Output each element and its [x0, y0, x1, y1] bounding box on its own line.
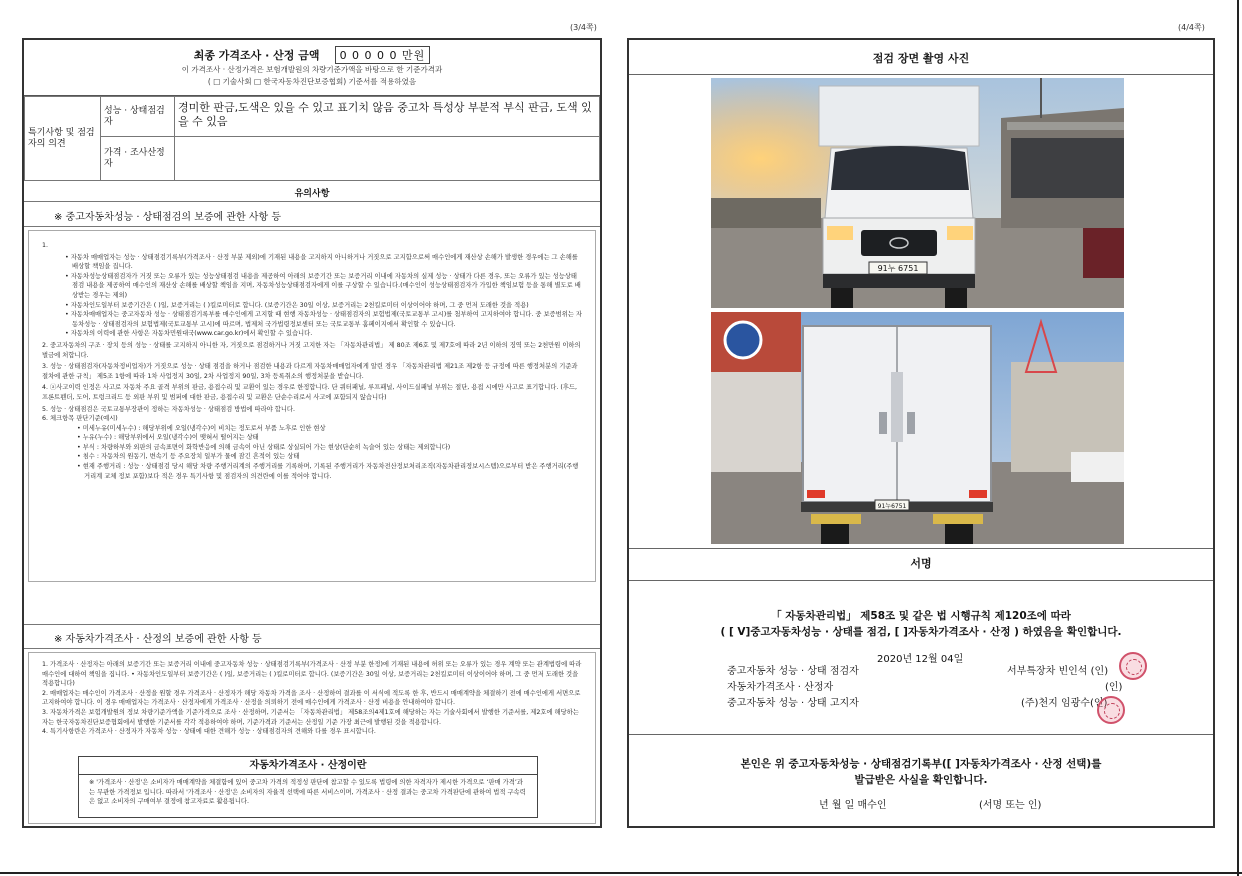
- front-license-plate: 91누 6751: [877, 264, 919, 273]
- signature-title: 서명: [910, 557, 932, 570]
- list-item: 3. 성능 · 상태점검자(자동차정비업자)가 거짓으로 성능 · 상태 점검을 하거나 점검한 내용과 다르게 자동차매매업자에게 알린 경우 「자동차관리법 제21조 제2항 등 규정에 따른 행정처분의 기준과 절차에 관한 규칙」 제5조 1항에 따라 1차 사업정지 30일, 2차 사업정지 90일, 3차 등록취소의 행정처분을 받습니다.: [42, 363, 578, 380]
- notifier-seal: [1097, 696, 1125, 724]
- list-item: 2. 매매업자는 매수인이 가격조사 · 산정을 원할 경우 가격조사 · 산정자가 해당 자동차 가격을 조사 · 산정하여 결과를 이 서식에 적도록 한 후, 반드시 매매계약을 체결하기 전에 매수인에게 서면으로 고지하여야 합니다. 이 경우 매매업자는 가격조사 · 산정자에게 가격조사 · 산정을 의뢰하기 전에 매수인에게 가격조사 · 산정 비용을 안내하여야 합니다.: [42, 689, 581, 707]
- list-item: 6. 체크항목 판단기준(예시): [42, 415, 118, 423]
- inspection-notes-list: [42, 241, 582, 481]
- opinion-table: [24, 96, 600, 181]
- list-item: 2. 중고자동차의 구조 · 장치 등의 성능 · 상태를 고지하지 아니한 자, 거짓으로 점검하거나 거짓 고지한 자는 「자동차관리법」 제 80조 제6호 및 제7호에 따라 2년 이하의 징역 또는 2천만원 이하의 벌금에 처합니다.: [42, 341, 581, 359]
- inspector-seal: [1119, 652, 1147, 680]
- right-page: [627, 38, 1215, 828]
- list-item: 4. 특기사항란은 가격조사 · 산정자가 자동차 성능 · 상태에 대한 견해가 성능 · 상태점검자의 견해와 다를 경우 표시합니다.: [42, 728, 376, 736]
- rear-license-plate: 91누6751: [877, 503, 907, 510]
- perf-inspector-label: 성능 · 상태점검자: [101, 97, 175, 137]
- price-definition-box: [78, 756, 538, 818]
- role-inspector: 중고자동차 성능 · 상태 점검자: [727, 666, 859, 677]
- buyer-date-line: 년 월 일 매수인: [819, 800, 887, 811]
- price-assessor-opinion: [175, 137, 600, 181]
- list-item: 5. 성능 · 상태점검은 국토교통부장관이 정하는 자동차성능 · 상태점검 방법에 따라야 합니다.: [42, 405, 296, 413]
- photo-section-title: 점검 장면 촬영 사진: [872, 52, 970, 65]
- list-item: 4. ⓐ사고이력 인정은 사고로 자동차 주요 골격 부위의 판금, 용접수리 및 교환이 있는 경우로 한정합니다. 단 쿼터패널, 루프패널, 사이드실패널 부위는 절단, 용접 시에만 사고로 표기합니다. (후드, 프론트펜더, 도어, 트렁크리드 등 외판 부위 및 범퍼에 대한 판금, 용접수리 및 교환은 단순수리로서 사고에 포함되지 않습니다): [42, 384, 578, 401]
- notice-title: 유의사항: [294, 189, 330, 199]
- final-price-title: 최종 가격조사 · 산정 금액: [193, 48, 320, 62]
- receipt-line-1: 본인은 위 중고자동차성능 · 상태점검기록부([ ]자동차가격조사 · 산정 선택)를: [740, 758, 1102, 770]
- front-inspection-photo: [711, 78, 1124, 308]
- list-item: 3. 자동차가격은 보험개발원의 정보 차량기준가액을 기준가격으로 조사 · 산정하며, 기준서는 「자동차관리법」 제58조의4제1호에 해당하는 자는 기술사회에서 발행한 기준서를, 제2호에 해당하는 자는 한국자동차진단보증협회에서 발행한 기준서를 각각 적용하여야 하며, 기준가격과 기준서는 산정일 기준 가장 최근에 발행된 것을 적용합니다.: [42, 708, 579, 726]
- page-number-left: (3/4쪽): [570, 23, 597, 32]
- list-item: • 자동차 매매업자는 성능 · 상태점검기록부(가격조사 · 산정 부분 제외)에 기재된 내용을 고지하지 아니하거나 거짓으로 고지함으로써 매수인에게 재산상 손해가 발생한 경우에는 그 손해를 배상할 책임을 집니다.: [65, 253, 578, 271]
- notice-sub-1: ※ 중고자동차성능 · 상태점검의 보증에 관한 사항 등: [54, 212, 282, 223]
- name-inspector: 서부특장차 빈인석 (인): [1007, 666, 1109, 677]
- price-assessor-label: 가격 · 조사산정자: [101, 137, 175, 181]
- list-item: • 침수 : 자동차의 원동기, 변속기 등 주요장치 일부가 물에 잠긴 흔적이 있는 상태: [77, 453, 300, 461]
- list-item: • 부식 : 차량하부와 외판의 금속표면이 화학반응에 의해 금속이 아닌 상태로 상실되어 가는 현상(단순히 녹슬어 있는 상태는 제외합니다): [77, 443, 451, 451]
- buyer-sign: (서명 또는 인): [979, 800, 1042, 811]
- list-item: • 미세누유(미세누수) : 해당부위에 오일(냉각수)이 비치는 정도로서 부품 노후로 인한 현상: [77, 424, 326, 432]
- list-item: 1.: [42, 242, 49, 249]
- list-item: • 자동차의 이력에 관한 사항은 자동차민원대국(www.car.go.kr)에서 확인할 수 있습니다.: [65, 330, 313, 338]
- price-notes-list: [42, 660, 582, 737]
- notice-sub-2: ※ 자동차가격조사 · 산정의 보증에 관한 사항 등: [54, 634, 262, 645]
- name-price-assessor: (인): [1105, 682, 1123, 693]
- final-price-section: [24, 40, 600, 96]
- rear-inspection-photo: [711, 312, 1124, 544]
- list-item: • 누유(누수) : 해당부위에서 오일(냉각수)이 맺혀서 떨어지는 상태: [77, 434, 259, 442]
- list-item: 1. 가격조사 · 산정자는 아래의 보증기간 또는 보증거리 이내에 중고자동차 성능 · 상태점검기록부(가격조사 · 산정 부분 한정)에 기재된 내용에 허위 또는 오류가 있는 경우 계약 또는 관계법령에 따라 매수인에 대하여 책임을 집니다. • 자동차인도일부터 보증기간은 ( )일, 보증거리는 ( )킬로미터로 합니다. (보증기간은 30일 이상, 보증거리는 2천킬로미터 이상이어야 하며, 그 중 먼저 도래한 것을 적용합니다): [42, 661, 582, 688]
- sign-date: 2020년 12월 04일: [877, 654, 964, 665]
- perf-inspector-opinion: 경미한 판금,도색은 있을 수 있고 표기치 않음 중고차 특성상 부분적 부식 판금, 도색 있을 수 있음: [175, 97, 600, 137]
- confirm-line: ( [ V]중고자동차성능 · 상태를 점검, [ ]자동차가격조사 · 산정 ) 하였음을 확인합니다.: [720, 626, 1122, 638]
- definition-title: 자동차가격조사 · 산정이란: [79, 757, 537, 775]
- left-page: [22, 38, 602, 828]
- role-notifier: 중고자동차 성능 · 상태 고지자: [727, 698, 859, 709]
- receipt-line-2: 발급받은 사실을 확인합니다.: [854, 774, 988, 786]
- page-number-right: (4/4쪽): [1178, 23, 1205, 32]
- role-price-assessor: 자동차가격조사 · 산정자: [727, 682, 834, 693]
- definition-text: ※ '가격조사 · 산정'은 소비자가 매매계약을 체결함에 있어 중고차 가격의 적정성 판단에 참고할 수 있도록 법령에 의한 자격자가 제시한 가격으로 ‘판매 가격’과는 무관한 가격정보 입니다. 따라서 '가격조사 · 산정'은 소비자의 자율적 선택에 따른 서비스이며, 가격조사 · 산정 결과는 중고차 가격판단에 관하여 법적 구속력은 없고 소비자의 구매여부 결정에 참고자료로 활용됩니다.: [89, 779, 526, 805]
- list-item: • 현재 주행거리 : 성능 · 상태점검 당시 해당 차량 주행거리계의 주행거리를 기록하며, 기록된 주행거리가 자동차전산정보처리조직(자동차관리정보시스템)으로부터 받은 주행거리(주행거리계 교체 정보 포함)보다 적은 경우 특기사항 및 점검자의 의견란에 이를 적어야 합니다.: [77, 463, 579, 480]
- list-item: • 자동차성능상태점검자가 거짓 또는 오류가 있는 성능상태점검 내용을 제공하여 아래의 보증기간 또는 보증거리 이내에 자동차의 실제 성능 · 상태가 다른 경우, 또는 오류가 있는 성능상태점검 내용을 제공하여 매수인의 재산상 손해를 배상할 책임을 지며, 자동차성능상태점검자에게 이를 구상할 수 있습니다.(매수인이 성능상태점검자가 가입한 책임보험 등을 통해 별도로 배상받는 경우는 제외): [65, 272, 581, 299]
- name-notifier: (주)천지 임광수(인): [1021, 698, 1108, 709]
- list-item: • 자동차인도일부터 보증기간은 ( )일, 보증거리는 ( )킬로미터로 합니다. (보증기간은 30일 이상, 보증거리는 2천킬로미터 이상이어야 하며, 그 중 먼저 도래한 것을 적용): [65, 301, 529, 309]
- final-price-note-1: 이 가격조사 · 산정가격은 보험개발원의 차량기준가액을 바탕으로 한 기준가격과: [181, 64, 443, 74]
- final-price-amount: 0 0 0 0 0 만원: [335, 46, 431, 64]
- list-item: • 자동차매매업자는 중고자동차 성능 · 상태점검기록부를 매수인에게 고지할 때 현행 자동차성능 · 상태점검자의 보험법제(국토교통부 고시)를 첨부하여 고지하여야 합니다. 중 보증범위는 자동차성능 · 상태점검자의 보험법제(국토교통부 고시)에 따르며, 법제처 국가법령정보센터 또는 국토교통부 홈페이지에서 확인할 수 있습니다.: [65, 311, 582, 328]
- opinion-row-label: 특기사항 및 점검자의 의견: [25, 97, 101, 181]
- law-reference-line: 「 자동차관리법」 제58조 및 같은 법 시행규칙 제120조에 따라: [771, 610, 1071, 622]
- final-price-note-2: ( □ 기술사회 □ 한국자동차진단보증협회) 기준서를 적용하였음: [207, 76, 417, 86]
